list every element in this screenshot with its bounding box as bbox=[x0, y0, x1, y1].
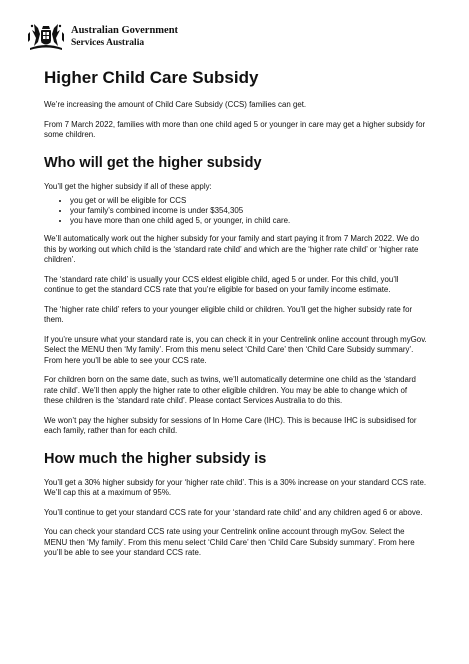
org-name: Australian Government bbox=[71, 25, 179, 36]
body-paragraph: The ‘standard rate child’ is usually your CCS eldest eligible child, aged 5 or under. For this child, you’ll continue to get the standard CCS rate that you’re eligible for based on your family income estimate. bbox=[44, 274, 399, 294]
list-item: • you have more than one child aged 5, or younger, in child care. bbox=[70, 216, 428, 226]
section-heading-who: Who will get the higher subsidy bbox=[44, 154, 262, 171]
agency-name: Services Australia bbox=[71, 38, 145, 48]
body-paragraph: We won’t pay the higher subsidy for sessions of In Home Care (IHC). This is because IHC is subsidised for each family, rather than for each child. bbox=[44, 415, 417, 435]
body-paragraph: You’ll continue to get your standard CCS rate for your ‘standard rate child’ and any children aged 6 or above. bbox=[44, 507, 423, 517]
list-item: • you get or will be eligible for CCS bbox=[70, 196, 428, 206]
body-paragraph: The ‘higher rate child’ refers to your younger eligible child or children. You’ll get the higher subsidy rate for them. bbox=[44, 304, 413, 324]
body-paragraph: We’ll automatically work out the higher subsidy for your family and start paying it from 7 March 2022. We do this by working out which child is the ‘standard rate child’ and which are the ‘higher rate child’ or ‘higher rate children’. bbox=[44, 234, 420, 264]
body-paragraph: You’ll get a 30% higher subsidy for your ‘higher rate child’. This is a 30% increase on your standard CCS rate. We’ll cap this at a maximum of 95%. bbox=[44, 477, 427, 497]
body-paragraph: For children born on the same date, such as twins, we’ll automatically determine one child as the ‘standard rate child’. We’ll then apply the higher rate to other eligible children. You may be able to change which of these children is the ‘standard rate child’. Please contact Services Australia to do this. bbox=[44, 375, 416, 405]
body-paragraph: You can check your standard CCS rate using your Centrelink online account through myGov. Select the MENU then ‘My family’. From this menu select ‘Child Care’ then ‘Child Care Subsidy summary’. From here you’ll be able to see your standard CCS rate. bbox=[44, 527, 415, 557]
intro-paragraph: We’re increasing the amount of Child Care Subsidy (CCS) families can get. bbox=[44, 100, 307, 109]
intro-paragraph: From 7 March 2022, families with more than one child aged 5 or younger in care may get a higher subsidy for some children. bbox=[44, 119, 426, 139]
coat-of-arms-icon bbox=[24, 20, 68, 54]
page-title: Higher Child Care Subsidy bbox=[44, 68, 259, 87]
document-body bbox=[44, 68, 428, 568]
body-paragraph: If you’re unsure what your standard rate is, you can check it in your Centrelink online account through myGov. Select the MENU then ‘My family’. From this menu select ‘Child Care’ then ‘Child Care Subsidy summary’. From here you’ll be able to see your CCS rate. bbox=[44, 334, 427, 365]
section-heading-how-much: How much the higher subsidy is bbox=[44, 450, 267, 467]
list-item: • your family’s combined income is under $354,305 bbox=[70, 206, 428, 216]
eligibility-list bbox=[44, 196, 428, 226]
government-logo bbox=[24, 20, 178, 54]
eligibility-lead: You’ll get the higher subsidy if all of these apply: bbox=[44, 181, 212, 191]
